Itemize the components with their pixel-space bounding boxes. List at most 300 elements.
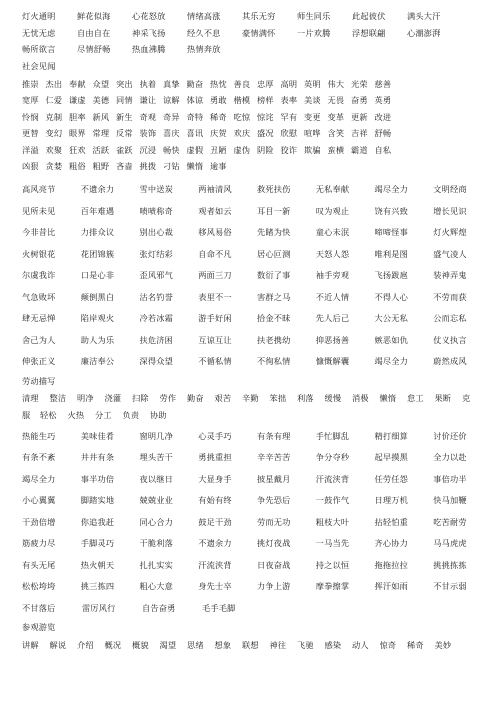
word: 扫除: [132, 393, 149, 404]
phrase: 劳而无功: [257, 516, 291, 527]
word: 同情: [116, 95, 133, 106]
word: 雀跃: [116, 144, 133, 155]
phrase-row: [22, 511, 492, 533]
word: 自私: [374, 144, 392, 155]
phrase: 两面三刀: [198, 270, 232, 281]
phrase: 兢兢业业: [139, 495, 174, 506]
word-row: [22, 109, 492, 126]
word: 奇异: [163, 111, 180, 122]
phrase: 一鼓作气: [315, 495, 350, 506]
phrase: 满头大汗: [407, 11, 441, 22]
phrase: 舍己为人: [22, 334, 56, 345]
word: 新风: [92, 111, 110, 122]
word-section-labor: [22, 390, 492, 423]
word: 清理: [22, 393, 39, 404]
phrase: 救死扶伤: [257, 184, 291, 195]
phrase: 夜以继日: [139, 473, 174, 484]
phrase: 挑灯夜战: [257, 538, 291, 549]
section-heading-visit: 参观游览: [22, 622, 56, 632]
phrase: 力争上游: [257, 581, 291, 592]
phrase: 日理万机: [374, 495, 409, 506]
phrase: 天怒人怨: [315, 248, 350, 259]
phrase: 心花怒放: [132, 11, 166, 22]
phrase: 任劳任怨: [374, 473, 409, 484]
word-row: [22, 637, 492, 654]
word: 体谅: [186, 95, 204, 106]
phrase: 居心叵测: [257, 248, 291, 259]
word: 笨拙: [269, 393, 287, 404]
phrase: 豪情满怀: [242, 27, 276, 38]
phrase-row: [22, 351, 492, 373]
phrase: 事半功倍: [80, 473, 115, 484]
phrase: 勇挑重担: [198, 452, 232, 463]
word: 辛勤: [242, 393, 259, 404]
phrase: 小心翼翼: [22, 495, 56, 506]
word: 丑陋: [210, 144, 227, 155]
phrase: 吃苦耐劳: [433, 516, 467, 527]
phrase: 美味佳肴: [80, 430, 115, 441]
word: 勇敢: [210, 95, 227, 106]
phrase-row: [22, 447, 492, 469]
phrase: 仗义执言: [433, 334, 467, 345]
phrase-row: [22, 533, 492, 555]
phrase: 手脚灵巧: [80, 538, 115, 549]
word: 执着: [139, 78, 157, 89]
word-row: [22, 125, 492, 142]
word: 联想: [242, 639, 259, 650]
phrase: 火树银花: [22, 248, 56, 259]
phrase-row: [22, 468, 492, 490]
word: 反常: [116, 128, 133, 139]
phrase: 今非昔比: [22, 227, 56, 238]
phrase: 毛手毛脚: [202, 602, 236, 613]
word: 真挚: [163, 78, 180, 89]
phrase: 高风亮节: [22, 184, 56, 195]
word: 神往: [269, 639, 287, 650]
word: 飞驰: [297, 639, 314, 650]
word: 勤奋: [186, 78, 204, 89]
phrase: 一片欢腾: [297, 27, 331, 38]
word: 怜悯: [22, 111, 39, 122]
phrase-row: [22, 243, 492, 265]
word: 热忱: [210, 78, 227, 89]
phrase: 无忧无虑: [22, 27, 56, 38]
phrase: 起早摸黑: [374, 452, 409, 463]
phrase: 齐心协力: [374, 538, 409, 549]
word: 霸道: [351, 144, 368, 155]
word: 思绪: [187, 639, 204, 650]
word: 懒惰: [186, 161, 204, 172]
section-heading-labor: 劳动描写: [22, 375, 56, 386]
word-section-visit: [22, 637, 492, 654]
word: 吝啬: [116, 161, 133, 172]
word: 表率: [280, 95, 298, 106]
phrase: 同心合力: [139, 516, 174, 527]
word: 含笑: [327, 128, 345, 139]
phrase: 文明经商: [433, 184, 467, 195]
word: 介绍: [77, 639, 94, 650]
phrase: 力排众议: [80, 227, 115, 238]
phrase: 增长见识: [433, 205, 467, 216]
phrase: 肆无忌惮: [22, 313, 56, 324]
word: 变幻: [45, 128, 63, 139]
phrase: 害群之马: [257, 291, 291, 302]
word: 渴望: [159, 639, 177, 650]
word: 整洁: [49, 393, 67, 404]
phrase: 摩拳擦掌: [315, 581, 350, 592]
phrase: 畅所欲言: [22, 44, 56, 55]
phrase: 口是心非: [80, 270, 115, 281]
word: 惊诧: [257, 111, 274, 122]
word: 奇特: [186, 111, 204, 122]
word: 伟大: [327, 78, 345, 89]
word: 美谈: [304, 95, 321, 106]
word: 艰苦: [214, 393, 232, 404]
phrase-section-labor: [22, 425, 492, 619]
phrase-row: [22, 265, 492, 287]
word: 榜样: [257, 95, 274, 106]
word-row: [22, 142, 492, 159]
phrase: 无私奉献: [315, 184, 350, 195]
phrase: 沽名钓誉: [139, 291, 174, 302]
word: 常理: [92, 128, 110, 139]
phrase: 不近人情: [315, 291, 350, 302]
phrase: 颠倒黑白: [80, 291, 115, 302]
phrase-row: [22, 329, 492, 351]
phrase: 游手好闲: [198, 313, 232, 324]
phrase: 争先恐后: [257, 495, 291, 506]
phrase: 经久不息: [187, 27, 221, 38]
word: 善良: [233, 78, 251, 89]
word-row: [22, 76, 492, 93]
phrase: 飞扬跋扈: [374, 270, 409, 281]
word: 逾事: [210, 161, 227, 172]
word: 稀奇: [210, 111, 227, 122]
word: 缓慢: [324, 393, 342, 404]
phrase: 有头无尾: [22, 559, 56, 570]
phrase: 情绪高涨: [187, 11, 221, 22]
word: 美德: [92, 95, 110, 106]
phrase: 不循私情: [198, 356, 232, 367]
phrase: 不甘落后: [22, 602, 56, 613]
word: 欣慰: [280, 128, 298, 139]
word: 解说: [49, 639, 67, 650]
word: 消极: [352, 393, 369, 404]
word: 凶狠: [22, 161, 39, 172]
phrase: 辛辛苦苦: [257, 452, 291, 463]
phrase: 事倍功半: [433, 473, 467, 484]
word: 浇灌: [104, 393, 122, 404]
word: 光荣: [351, 78, 368, 89]
phrase: 鲜花似海: [77, 11, 111, 22]
word: 粗俗: [69, 161, 86, 172]
word: 奉献: [69, 78, 86, 89]
word: 变更: [304, 111, 321, 122]
phrase-row: [22, 576, 492, 598]
phrase: 脚踏实地: [80, 495, 115, 506]
phrase: 热情奔放: [187, 44, 221, 55]
phrase: 灯火辉煌: [433, 227, 467, 238]
phrase: 唯利是图: [374, 248, 409, 259]
word: 更新: [351, 111, 368, 122]
word: 谦让: [139, 95, 157, 106]
phrase: 干脆利落: [139, 538, 174, 549]
word: 新生: [116, 111, 133, 122]
word: 罕有: [280, 111, 298, 122]
word: 虚伪: [233, 144, 251, 155]
word: 惊奇: [379, 639, 397, 650]
phrase: 手忙脚乱: [315, 430, 350, 441]
word: 刁钻: [163, 161, 180, 172]
phrase: 别出心裁: [139, 227, 174, 238]
phrase: 此起彼伏: [352, 11, 386, 22]
phrase: 扶危济困: [139, 334, 174, 345]
word: 奇观: [139, 111, 157, 122]
phrase: 心灵手巧: [198, 430, 232, 441]
phrase: 不劳而获: [433, 291, 467, 302]
word: 狂欢: [69, 144, 86, 155]
word: 众望: [92, 78, 110, 89]
word: 楷模: [233, 95, 251, 106]
phrase: 冷若冰霜: [139, 313, 174, 324]
word: 宽厚: [22, 95, 39, 106]
word: 狡诈: [280, 144, 298, 155]
word-row: [22, 92, 492, 109]
word: 果断: [434, 393, 452, 404]
phrase-row: [22, 200, 492, 222]
phrase: 干劲倍增: [22, 516, 56, 527]
word: 舒畅: [374, 128, 392, 139]
phrase: 汗流浃背: [315, 473, 350, 484]
word: 洋溢: [22, 144, 39, 155]
phrase: 粗心大意: [139, 581, 174, 592]
phrase: 拖拖拉拉: [374, 559, 409, 570]
word: 想象: [214, 639, 232, 650]
phrase: 廉洁奉公: [80, 356, 115, 367]
phrase: 自由自在: [77, 27, 111, 38]
phrase-row: [22, 179, 492, 201]
phrase: 筋疲力尽: [22, 538, 56, 549]
phrase-row: [22, 41, 492, 58]
phrase: 持之以恒: [315, 559, 350, 570]
phrase: 尔虞我诈: [22, 270, 56, 281]
word: 变革: [327, 111, 345, 122]
phrase: 抑恶扬善: [315, 334, 350, 345]
phrase-row: [22, 425, 492, 447]
phrase: 气急败坏: [22, 291, 56, 302]
phrase: 不徇私情: [257, 356, 291, 367]
word-row: [22, 390, 492, 407]
word: 庆贺: [210, 128, 227, 139]
phrase: 热火朝天: [80, 559, 115, 570]
section-heading-row: [22, 372, 492, 390]
phrase-row: [22, 308, 492, 330]
phrase: 挥汗如雨: [374, 581, 409, 592]
phrase: 不遗余力: [198, 538, 232, 549]
phrase: 啧啧称奇: [139, 205, 174, 216]
phrase: 不甘示弱: [433, 581, 467, 592]
phrase-row: [22, 286, 492, 308]
phrase: 盛气凌人: [433, 248, 467, 259]
phrase: 神采飞扬: [132, 27, 166, 38]
word: 英明: [304, 78, 321, 89]
word: 负责: [122, 409, 140, 420]
word: 讲解: [22, 639, 39, 650]
phrase: 扎扎实实: [139, 559, 174, 570]
phrase: 鼓足干劲: [198, 516, 232, 527]
phrase: 张灯结彩: [139, 248, 174, 259]
word: 奋勇: [351, 95, 368, 106]
phrase-row: [22, 597, 492, 619]
word: 欺骗: [304, 144, 321, 155]
word: 服: [22, 409, 31, 420]
phrase: 不遗余力: [80, 184, 115, 195]
phrase: 马马虎虎: [433, 538, 467, 549]
phrase: 身先士卒: [198, 581, 232, 592]
word: 克: [462, 393, 471, 404]
phrase: 埋头苦干: [139, 452, 174, 463]
phrase: 热血沸腾: [132, 44, 166, 55]
phrase: 自告奋勇: [142, 602, 176, 613]
phrase: 松松垮垮: [22, 581, 56, 592]
phrase: 见所未见: [22, 205, 56, 216]
phrase: 一马当先: [315, 538, 350, 549]
phrase: 装神弄鬼: [433, 270, 467, 281]
phrase-row: [22, 554, 492, 576]
phrase-row: [22, 25, 492, 42]
phrase: 其乐无穷: [242, 11, 276, 22]
phrase: 粗枝大叶: [315, 516, 350, 527]
word: 吉祥: [351, 128, 368, 139]
phrase: 伸张正义: [22, 356, 56, 367]
phrase: 歪风邪气: [139, 270, 174, 281]
word: 明净: [77, 393, 94, 404]
phrase: 百年难遇: [80, 205, 115, 216]
phrase: 师生同乐: [297, 11, 331, 22]
phrase: 嫉恶如仇: [374, 334, 409, 345]
word: 装饰: [139, 128, 157, 139]
phrase: 拾金不昧: [257, 313, 291, 324]
word: 概况: [104, 639, 122, 650]
phrase: 争分夺秒: [315, 452, 350, 463]
phrase: 竭尽全力: [22, 473, 56, 484]
word: 利落: [297, 393, 314, 404]
word: 喧哗: [304, 128, 321, 139]
phrase: 有条不紊: [22, 452, 56, 463]
phrase: 两袖清风: [198, 184, 232, 195]
phrase: 互谅互让: [198, 334, 232, 345]
phrase: 叹为观止: [315, 205, 350, 216]
phrase: 陷岸观火: [80, 313, 115, 324]
word: 劳作: [159, 393, 177, 404]
word: 蛮横: [327, 144, 345, 155]
phrase: 先睹为快: [257, 227, 291, 238]
word: 慈善: [374, 78, 392, 89]
word: 克制: [45, 111, 63, 122]
phrase: 先人后己: [315, 313, 350, 324]
word: 协助: [150, 409, 167, 420]
word: 活跃: [92, 144, 110, 155]
word: 欢庆: [233, 128, 251, 139]
word: 挑拨: [139, 161, 157, 172]
word: 改进: [374, 111, 392, 122]
word-section-social: [22, 76, 492, 175]
word: 畅快: [163, 144, 180, 155]
word: 高明: [280, 78, 298, 89]
phrase: 不得人心: [374, 291, 409, 302]
word: 推崇: [22, 78, 39, 89]
word: 动人: [352, 639, 369, 650]
word: 贪婪: [45, 161, 63, 172]
word: 粗野: [92, 161, 110, 172]
phrase: 你追我赶: [80, 516, 115, 527]
phrase: 挑三拣四: [80, 581, 115, 592]
phrase: 热能生巧: [22, 430, 56, 441]
word: 怠工: [407, 393, 424, 404]
phrase-row: [22, 490, 492, 512]
phrase: 有始有终: [198, 495, 232, 506]
word: 突出: [116, 78, 133, 89]
phrase: 竭尽全力: [374, 184, 409, 195]
phrase: 挑挑拣拣: [433, 559, 467, 570]
phrase: 全力以赴: [433, 452, 467, 463]
word: 忠厚: [257, 78, 274, 89]
section-heading-social: 社会见闻: [22, 61, 56, 71]
word-row: [22, 407, 492, 424]
phrase: 蔚然成风: [433, 356, 467, 367]
phrase: 拈轻怕重: [374, 516, 409, 527]
word: 仁爱: [45, 95, 63, 106]
phrase: 数衍了事: [257, 270, 291, 281]
phrase: 雷厉风行: [82, 602, 116, 613]
phrase: 公而忘私: [433, 313, 467, 324]
word: 吃惊: [233, 111, 251, 122]
word: 胆率: [69, 111, 86, 122]
word: 眼界: [69, 128, 86, 139]
phrase-row: [22, 222, 492, 244]
word: 杰出: [45, 78, 63, 89]
phrase-row: [22, 8, 492, 25]
phrase: 袖手旁观: [315, 270, 350, 281]
word: 美妙: [434, 639, 452, 650]
phrase: 快马加鞭: [433, 495, 467, 506]
word: 分工: [95, 409, 112, 420]
word-row: [22, 158, 492, 175]
word: 阴险: [257, 144, 274, 155]
phrase: 扶老携幼: [257, 334, 291, 345]
phrase: 深得众望: [139, 356, 174, 367]
phrase: 讨价还价: [433, 430, 467, 441]
word: 欢聚: [45, 144, 63, 155]
phrase: 表里不一: [198, 291, 232, 302]
phrase-section-emotions: [22, 8, 492, 58]
word: 火热: [67, 409, 85, 420]
word: 懒惰: [379, 393, 397, 404]
phrase: 助人为乐: [80, 334, 115, 345]
phrase: 童心未泯: [315, 227, 350, 238]
phrase: 慷慨解囊: [315, 356, 350, 367]
phrase: 浮想联翩: [352, 27, 386, 38]
word: 喜讯: [186, 128, 204, 139]
phrase-section-social: [22, 179, 492, 373]
word: 无畏: [327, 95, 345, 106]
word: 英勇: [374, 95, 392, 106]
word: 沉浸: [139, 144, 157, 155]
phrase: 大公无私: [374, 313, 409, 324]
phrase: 啼啼怪事: [374, 227, 409, 238]
phrase: 耳目一新: [257, 205, 291, 216]
word: 轻松: [40, 409, 57, 420]
